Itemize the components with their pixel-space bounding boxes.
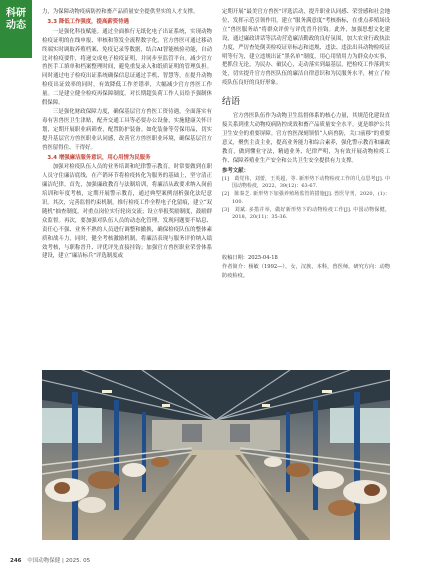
page-number: 246 xyxy=(10,558,22,564)
conclusion-heading: 结语 xyxy=(222,97,241,108)
paragraph: 三是强化财政保障力度，确保基层官方兽医工资待遇，全面落实有毒有害兽医卫生津贴，配齐交通工具等必要办公设备，实施健康关怀计划，定期开展职业病筛查，配置防护装备。如化装备等劳保用品，切实提升基层官方兽医职业认同感，改善官方兽医职业环境，确保基层官方兽医留得住、干得好。 xyxy=(42,108,212,151)
section-tab-line2: 动态 xyxy=(6,20,26,31)
paragraph: 加强对检疫队伍人员的业务培训和纪律警示教育，时常要做到在职人员守住廉洁底线，在产销环节将检疫转化为服务的基础上，坚守清正廉洁纪律。首先，加强廉政教育与法制培训，将廉洁从政要求纳入岗前培训和年度考核，定期开展警示教育，通过典型案例剖析强化法纪意识。其次，完善监督约束机制，推行检疫工作全程电子化留痕，建立“双随机”抽查制度，对重点岗位实行轮岗交流；设立举报奖励制度，鼓励群众监督。再次，要加强对队伍人员的动态化管理，发现问题要不姑息、责任心不强、业务不熟的人员进行调整和撤换，确保检疫队伍的整体素质和战斗力，同时，健全考核激励机制，将廉洁表现与服务评价纳入绩效考核，与职称晋升、评优评先直接挂钩；加强官方兽医职业荣誉体系建设，建立“廉洁标兵”评选制度或 xyxy=(42,164,212,260)
reference-item: [2] 陈秦芝. 新形势下加强养殖场监管的措施[J]. 兽医导刊，2020，(1)：100. xyxy=(222,191,390,205)
section-heading: 3.4 增强廉洁服务意识，用心用情为民服务 xyxy=(47,154,151,161)
section-tab xyxy=(0,0,32,58)
section-tab-line1: 科研 xyxy=(6,8,26,19)
left-column xyxy=(42,8,212,261)
paragraph: 定期开展“最美官方兽医”评选活动，提升职业认同感、荣誉感和社会地位，发挥示范引领作用，建立“服务满意度”考核指标，在重点养殖场设立“兽医服务站”将群众评价与评优晋升挂钩。此外，加强思想文化建设，通过廉政讲话等活动营造廉洁勤政的良好氛围，加大农业行政执法力度，严厉查处倒卖检疫证章标志和违规、违法、违法出具动物检疫证明等行为，建立违规出证“黑名单”制度，用心用情用力为群众办实事，把抓住无论，为民办、破民心，走动落实到最基层，把检疫工作落到实处，切实提升官方兽医队伍的廉洁自律意识和为民服务水平，树立了检疫队伍良好的良好形象。 xyxy=(222,9,390,87)
author-bio: 作者简介：杨敏（1992—），女，汉族，本科，兽医师，研究方向：动物防疫检疫。 xyxy=(222,264,390,280)
reference-item: [1] 葛党伟，刘蕾，王英超，等. 新形势下动物检疫工作的几点思考[J]. 中国动物检疫，2022，39(12)：63-67. xyxy=(222,175,390,190)
page-footer xyxy=(10,556,90,564)
cattle-barn-photo xyxy=(42,370,390,540)
paragraph: 官方兽医队伍作为动物卫生监督体系的核心力量，其规范化建设直接关系到重大动物疫病防控成效和畜产品质量安全水平，更是维护公共卫生安全的重要屏障。官方兽医深刻领悟“人病兽防，关口前移”的重要意义，聚焦主责主业，提高业务能力和综合素养，强化警示教育和廉政教育，做到懂业守法，精通业务、纪律严明，为有效开展动物检疫工作、保障养殖业生产安全和公共卫生安全提供有力支撑。 xyxy=(222,113,390,164)
cattle-barn-illustration xyxy=(42,370,390,540)
received-date: 收稿日期：2025-04-18 xyxy=(222,255,278,262)
reference-item: [3] 刘斌. 多措并举，做好新形势下的动物检疫工作[J]. 中国动物保健，2018，20(11)：35-36. xyxy=(222,206,390,221)
right-column xyxy=(222,8,390,281)
paragraph: 力，为保障动物疫病防控和畜产品质量安全提供坚实的人才支撑。 xyxy=(42,9,199,15)
journal-name: 中国动物保健 | 2025. 05 xyxy=(27,558,91,564)
paragraph: 一是强化科技赋能。通过全面推行无纸化电子出证系统，实现动物检疫证明的在线申报、审核和签发全流程数字化。官方兽医可通过移动终端实时调取养殖档案、免疫记录等数据，结合AI智能核验功能，自动比对检疫要件，将递交成电子检疫证明，并同步至监管平台。减少官方兽医手工填单和档案整理时间，避免重复录入和纸质证明的管理负担。同时通过电子检疫出证系统确保信息证通过手机、智慧等，在提升动物检疫出证效率的同时，有效降低工作差错率，大幅减少官方兽医工作量。二是建立健全检疫再保障制度。对长期超负荷工作人员给予强制休假保障。 xyxy=(42,28,212,107)
section-heading: 3.3 降低工作强度，提高薪资待遇 xyxy=(47,18,129,25)
references-label: 参考文献： xyxy=(222,167,249,174)
